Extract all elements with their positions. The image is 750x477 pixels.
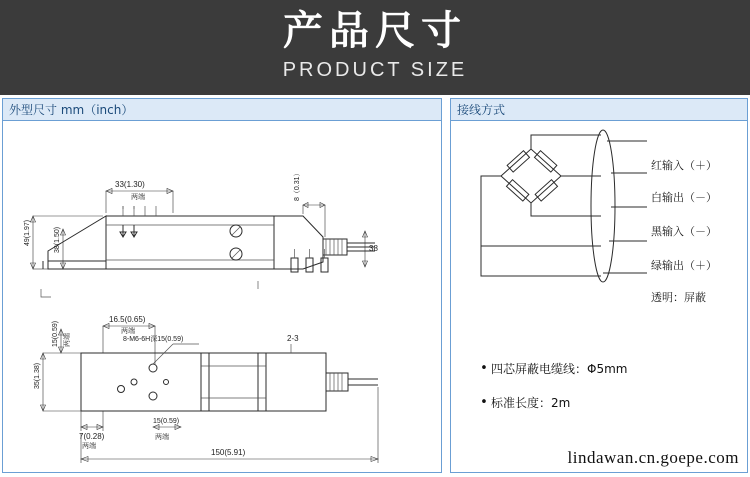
dim-15-left: 15(0.59) (52, 320, 59, 347)
wiring-body (451, 121, 747, 472)
outline-dimensions-title: 外型尺寸 mm（inch） (3, 99, 441, 121)
page-title-cn: 产品尺寸 (283, 8, 467, 54)
dim-15-bottom-note: 两端 (155, 434, 169, 441)
wire-label-red: 红输入（＋） (651, 159, 717, 172)
outline-drawing (3, 121, 441, 472)
page-title-en: PRODUCT SIZE (282, 59, 468, 81)
wiring-note-item (477, 361, 737, 377)
page-header (0, 0, 750, 95)
wiring-note-length: 标准长度：2m (491, 396, 571, 410)
wiring-notes (477, 361, 737, 429)
wiring-title: 接线方式 (451, 99, 747, 121)
dim-7: 7(0.28) (79, 432, 105, 441)
outline-dimensions-body (3, 121, 441, 472)
dim-8: 8（0.31） (294, 169, 301, 201)
dim-15-left-note: 两端 (64, 333, 71, 347)
dim-165: 16.5(0.65) (109, 315, 146, 324)
wiring-note-cable: 四芯屏蔽电缆线：Φ5mm (491, 362, 628, 376)
wiring-panel (450, 98, 748, 473)
outline-dimensions-panel (2, 98, 442, 473)
dim-49: 49(1.97) (24, 219, 31, 246)
dim-7-note: 两端 (82, 443, 96, 450)
dim-15-bottom: 15(0.59) (153, 418, 180, 425)
wire-label-black: 黑输入（－） (651, 225, 717, 238)
bullet-icon: • (480, 361, 488, 376)
watermark: lindawan.cn.goepe.com (567, 448, 739, 467)
dim-38-left: 38(1.50) (54, 226, 61, 253)
dim-2-3: 2-3 (287, 334, 299, 343)
dim-33: 33(1.30) (115, 180, 145, 189)
wire-label-green: 绿输出（＋） (651, 259, 717, 272)
dim-35: 35(1.38) (34, 362, 41, 389)
dim-150: 150(5.91) (211, 448, 246, 457)
dim-165-note: 两端 (121, 328, 135, 335)
dim-38-right: 38 (369, 244, 378, 253)
wire-label-white: 白输出（－） (651, 191, 717, 204)
wiring-note-item (477, 395, 737, 411)
dim-33-note: 两端 (131, 194, 145, 201)
dim-thread: 8-M6-6H深15(0.59) (123, 336, 184, 343)
wire-label-shield: 透明：屏蔽 (651, 291, 706, 304)
bullet-icon: • (480, 395, 488, 410)
